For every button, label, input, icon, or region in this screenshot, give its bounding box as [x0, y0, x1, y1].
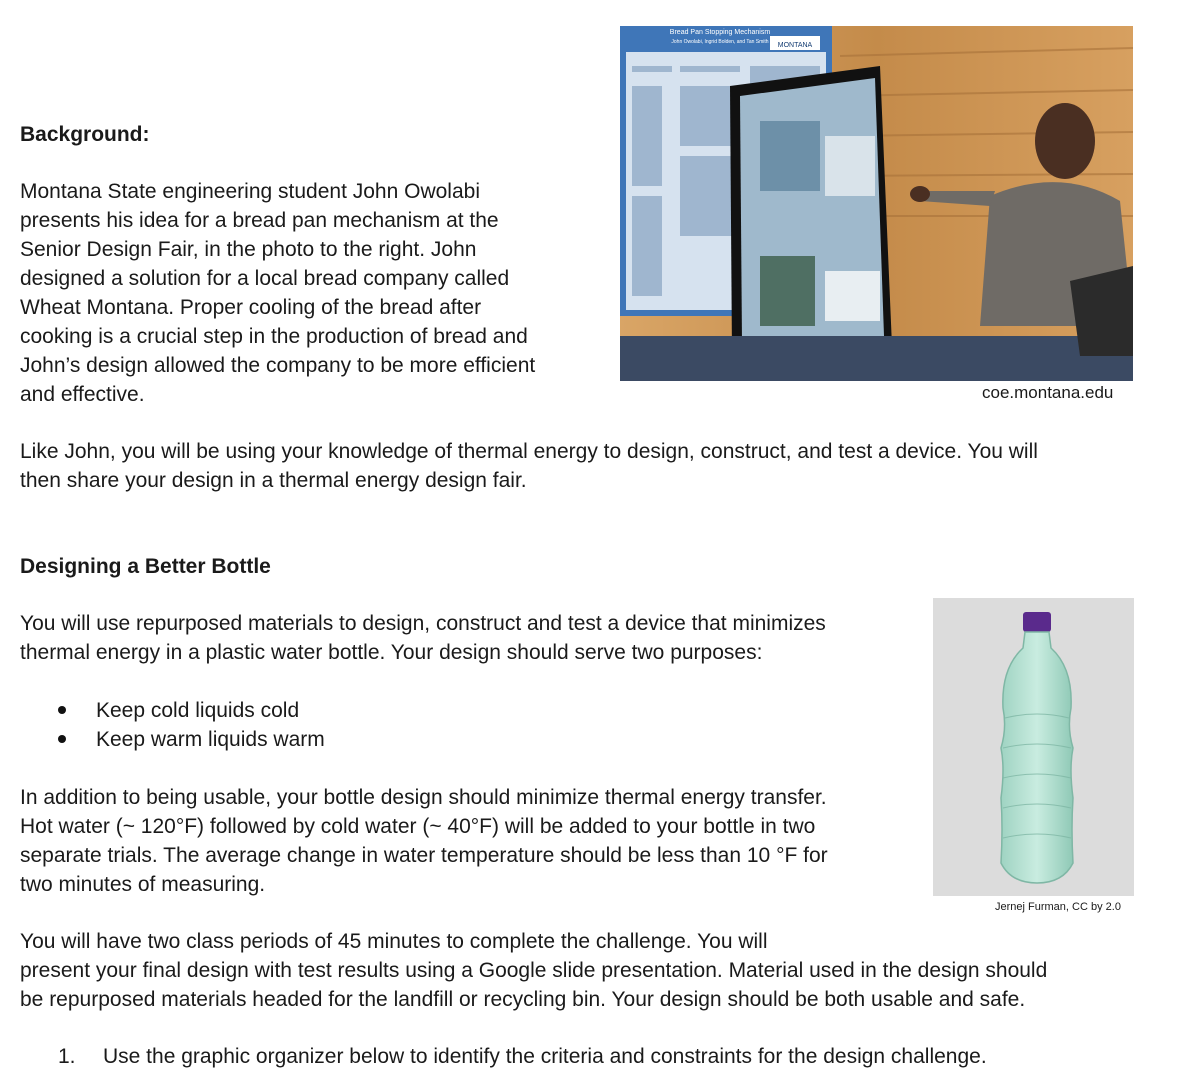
- text-line: thermal energy in a plastic water bottle. Your design should serve two purposes:: [20, 641, 763, 664]
- bottle-section-heading: Designing a Better Bottle: [20, 555, 271, 578]
- item-number: 1.: [58, 1045, 76, 1068]
- purpose-bullet-list: [58, 696, 325, 754]
- text-line: John’s design allowed the company to be more efficient: [20, 354, 536, 377]
- bottle-paragraph-2: [20, 783, 828, 899]
- item-text: Use the graphic organizer below to identify the criteria and constraints for the design challenge.: [103, 1045, 987, 1068]
- list-item-text: Keep cold liquids cold: [96, 699, 300, 722]
- bottle-paragraph-3: [20, 927, 1047, 1014]
- background-heading: Background:: [20, 123, 150, 146]
- poster-logo-text: MONTANA: [777, 42, 813, 49]
- text-line: Hot water (~ 120°F) followed by cold water (~ 40°F) will be added to your bottle in two: [20, 815, 816, 838]
- water-bottle-photo: [933, 598, 1134, 896]
- text-line: Senior Design Fair, in the photo to the right. John: [20, 238, 477, 261]
- bullet-icon: [58, 735, 66, 743]
- text-line: and effective.: [20, 383, 145, 406]
- design-fair-photo: [620, 26, 1133, 381]
- text-line: two minutes of measuring.: [20, 873, 266, 896]
- text-line: Wheat Montana. Proper cooling of the bread after: [20, 296, 482, 319]
- text-line: presents his idea for a bread pan mechanism at the: [20, 209, 499, 232]
- bottle-paragraph-1: [20, 609, 826, 667]
- water-bottle-photo-caption: Jernej Furman, CC by 2.0: [995, 901, 1121, 913]
- text-line: Montana State engineering student John Owolabi: [20, 180, 480, 203]
- text-line: Like John, you will be using your knowledge of thermal energy to design, construct, and test a device. You will: [20, 440, 1038, 463]
- list-item: [58, 696, 325, 725]
- bullet-icon: [58, 706, 66, 714]
- design-fair-photo-caption: coe.montana.edu: [982, 383, 1114, 402]
- text-line: separate trials. The average change in water temperature should be less than 10 °F for: [20, 844, 828, 867]
- intro-paragraph: [20, 437, 1038, 495]
- text-line: You will have two class periods of 45 minutes to complete the challenge. You will: [20, 930, 768, 953]
- text-line: You will use repurposed materials to design, construct and test a device that minimizes: [20, 612, 826, 635]
- background-paragraph: [20, 177, 535, 409]
- numbered-item: [58, 1042, 987, 1071]
- text-line: designed a solution for a local bread company called: [20, 267, 510, 290]
- list-item-text: Keep warm liquids warm: [96, 728, 325, 751]
- text-line: then share your design in a thermal energy design fair.: [20, 469, 527, 492]
- text-line: In addition to being usable, your bottle design should minimize thermal energy transfer.: [20, 786, 827, 809]
- text-line: cooking is a crucial step in the production of bread and: [20, 325, 528, 348]
- poster-title-text: Bread Pan Stopping Mechanism: [669, 29, 771, 36]
- list-item: [58, 725, 325, 754]
- text-line: be repurposed materials headed for the landfill or recycling bin. Your design should be both usable and safe.: [20, 988, 1026, 1011]
- text-line: present your final design with test results using a Google slide presentation. Material used in the design should: [20, 959, 1048, 982]
- poster-authors-text: John Owolabi, Ingrid Bolden, and Tan Smith: [671, 39, 769, 45]
